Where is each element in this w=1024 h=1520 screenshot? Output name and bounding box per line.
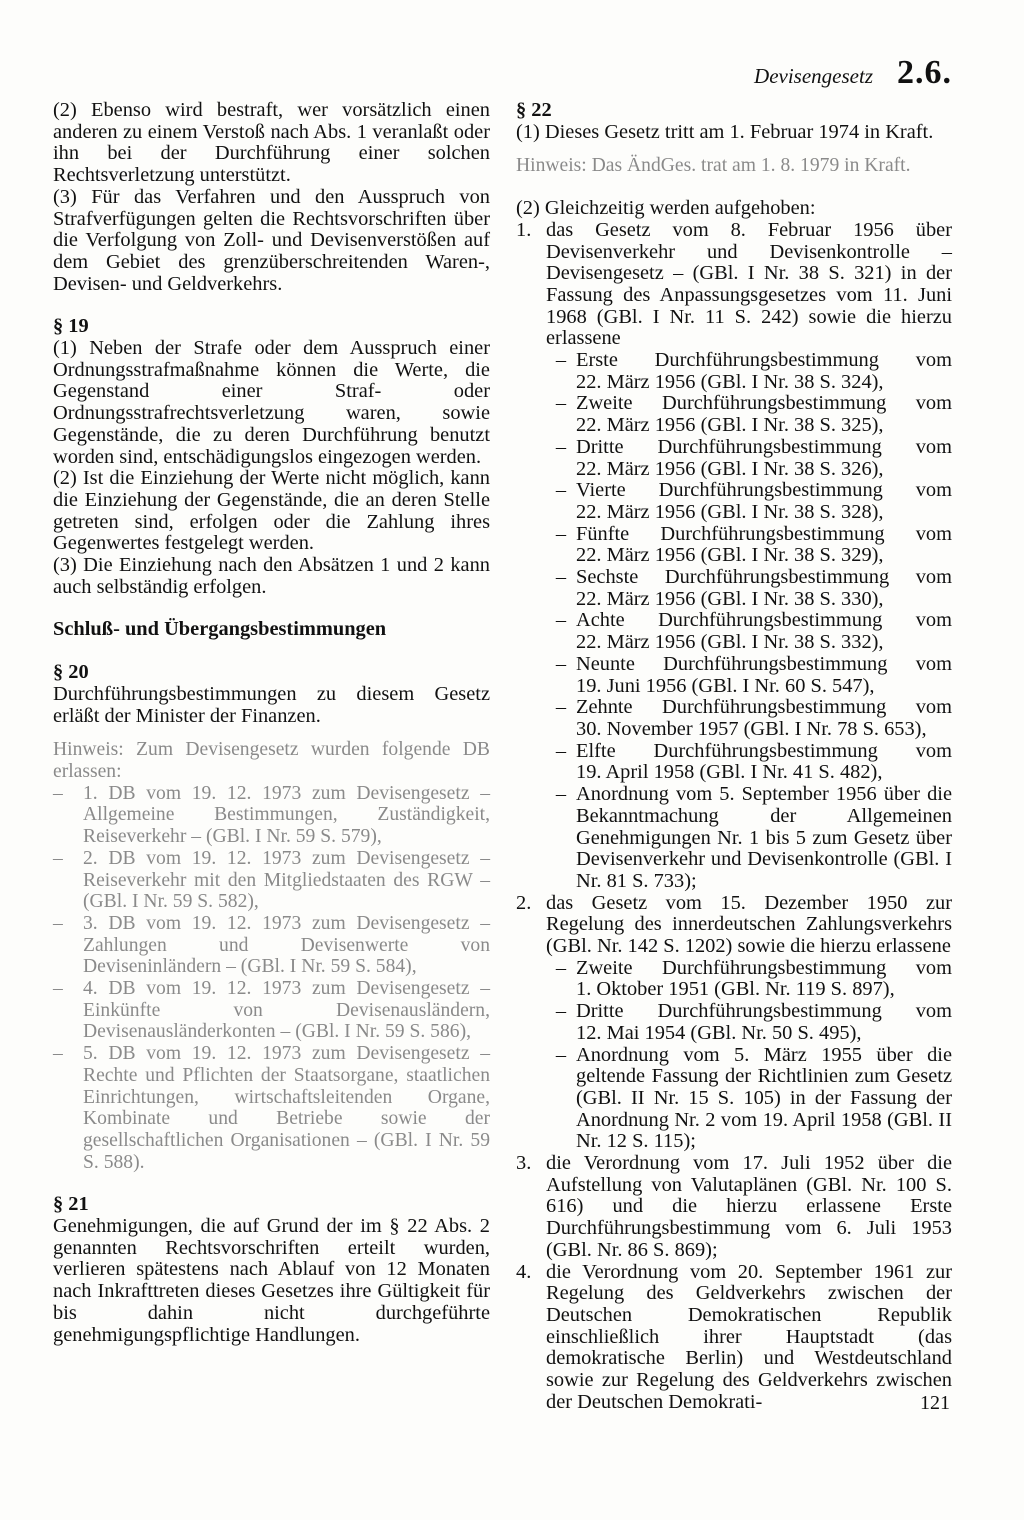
paragraph-20: Durchführungsbestimmungen zu diesem Gesetz erläßt der Minister der Finanzen.	[53, 682, 490, 727]
db-note-item: – 3. DB vom 19. 12. 1973 zum Devisengesetz – Zahlungen und Devisenwerte von Deviseninländern – (GBl. I Nr. 59 S. 584),	[53, 912, 490, 978]
db-sub-item: – Neunte Durchführungsbestimmung vom 19. Juni 1956 (GBl. I Nr. 60 S. 547),	[555, 652, 952, 697]
db-sub-item: – Zweite Durchführungsbestimmung vom 22. März 1956 (GBl. I Nr. 38 S. 325),	[555, 392, 952, 437]
db-note-intro: Hinweis: Zum Devisengesetz wurden folgende DB erlassen:	[53, 739, 490, 782]
running-header	[754, 54, 952, 92]
chapter-heading: Schluß- und Übergangsbestimmungen	[53, 618, 387, 641]
right-column	[516, 100, 952, 1413]
db-sub-item: – Vierte Durchführungsbestimmung vom 22. März 1956 (GBl. I Nr. 38 S. 328),	[555, 479, 952, 523]
page-number: 121	[920, 1392, 950, 1414]
section-21-heading: § 21	[53, 1193, 89, 1216]
db-sub-item: – Elfte Durchführungsbestimmung vom 19. April 1958 (GBl. I Nr. 41 S. 482),	[555, 739, 952, 784]
amendment-note: Hinweis: Das ÄndGes. trat am 1. 8. 1979 in Kraft.	[516, 155, 911, 177]
db-sub-item: – Dritte Durchführungsbestimmung vom 12. Mai 1954 (GBl. Nr. 50 S. 495),	[555, 1000, 952, 1044]
sub-item: – Anordnung vom 5. März 1955 über die geltende Fassung der Richtlinien zum Gesetz (GBl. II Nr. 15 S. 105) in der Fassung der Anordnung Nr. 2 vom 19. April 1958 (GBl. II Nr. 12 S. 115);	[555, 1043, 952, 1153]
paragraph-18-2: (2) Ebenso wird bestraft, wer vorsätzlich einen anderen zu einem Verstoß nach Abs. 1 veranlaßt oder ihn bei der Durchführung einer solchen Rechtsverletzung unterstützt.	[53, 99, 490, 187]
paragraph-21: Genehmigungen, die auf Grund der im § 22 Abs. 2 genannten Rechtsvorschriften erteilt wurden, verlieren spätestens nach Ablauf von 12 Monaten nach Inkrafttreten dieses Gesetzes ihre Gültigkeit für bis dahin nicht durchgeführte genehmigungspflichtige Handlungen.	[53, 1215, 490, 1346]
db-sub-item: – Sechste Durchführungsbestimmung vom 22. März 1956 (GBl. I Nr. 38 S. 330),	[555, 566, 952, 610]
db-note-item: – 4. DB vom 19. 12. 1973 zum Devisengesetz – Einkünfte von Devisenausländern, Devisenausländerkonten – (GBl. I Nr. 59 S. 586),	[53, 978, 490, 1043]
db-sub-item: – Zehnte Durchführungsbestimmung vom 30. November 1957 (GBl. I Nr. 78 S. 653),	[555, 696, 952, 740]
paragraph-19-3: (3) Die Einziehung nach den Absätzen 1 und 2 kann auch selbständig erfolgen.	[53, 554, 490, 598]
header-title: Devisengesetz	[754, 64, 873, 88]
list-item: 3. die Verordnung vom 17. Juli 1952 über die Aufstellung von Valutaplänen (GBl. Nr. 100 S. 616) und die hierzu erlassene Erste Durchführungsbestimmung vom 6. Juli 1953 (GBl. Nr. 86 S. 869);	[516, 1152, 952, 1261]
db-sublist	[546, 350, 952, 784]
list-item: 2. das Gesetz vom 15. Dezember 1950 zur Regelung des innerdeutschen Zahlungsverkehrs (GBl. Nr. 142 S. 1202) sowie die hierzu erlassene – Zweite Durchführungsbestimmung vom 1. Oktober 1951 (GBl. Nr. 119 S. 897), – Dritte Durchführungsbestimmung vom 12. Mai 1954 (GBl. Nr. 50 S. 495), – Anordnung vom 5. März 1955 über die geltende Fassung der Richtlinien zum Gesetz (GBl. II Nr. 15 S. 105) in der Fassung der Anordnung Nr. 2 vom 19. April 1958 (GBl. II Nr. 12 S. 115);	[516, 891, 952, 1153]
db-sub-item: – Fünfte Durchführungsbestimmung vom 22. März 1956 (GBl. I Nr. 38 S. 329),	[555, 522, 952, 567]
db-sublist	[546, 958, 952, 1045]
section-20-heading: § 20	[53, 661, 89, 684]
db-note-item: – 5. DB vom 19. 12. 1973 zum Devisengesetz – Rechte und Pflichten der Staatsorgane, staatlichen Einrichtungen, wirtschaftsleitenden Organe, Kombinate und Betriebe sowie der gesellschaftlichen Organisationen – (GBl. I Nr. 59 S. 588).	[53, 1043, 490, 1173]
paragraph-19-1: (1) Neben der Strafe oder dem Ausspruch einer Ordnungsstrafmaßnahme können die Werte, die Gegenstand einer Straf- oder Ordnungsstrafrechtsverletzung waren, sowie Gegenstände, die zu deren Durchführung benutzt worden sind, entschädigungslos eingezogen werden.	[53, 337, 490, 468]
db-note-item: – 2. DB vom 19. 12. 1973 zum Devisengesetz – Reiseverkehr mit den Mitgliedstaaten des RGW – (GBl. I Nr. 59 S. 582),	[53, 847, 490, 913]
sub-item: – Anordnung vom 5. September 1956 über die Bekanntmachung der Allgemeinen Genehmigungen Nr. 1 bis 5 zum Gesetz über Devisenverkehr und Devisenkontrolle (GBl. I Nr. 81 S. 733);	[555, 783, 952, 892]
repealed-list	[516, 220, 952, 1414]
paragraph-22-1: (1) Dieses Gesetz tritt am 1. Februar 1974 in Kraft.	[516, 120, 934, 143]
paragraph-19-2: (2) Ist die Einziehung der Werte nicht möglich, kann die Einziehung der Gegenstände, die an deren Stelle getreten sind, erfolgen oder die Zahlung ihres Gegenwertes festgelegt werden.	[53, 467, 490, 555]
left-column	[53, 100, 490, 1346]
section-22-heading: § 22	[516, 99, 552, 121]
db-sub-item: – Zweite Durchführungsbestimmung vom 1. Oktober 1951 (GBl. Nr. 119 S. 897),	[555, 956, 952, 1001]
db-sub-item: – Achte Durchführungsbestimmung vom 22. März 1956 (GBl. I Nr. 38 S. 332),	[555, 609, 952, 654]
section-19-heading: § 19	[53, 315, 89, 338]
db-sub-item: – Erste Durchführungsbestimmung vom 22. März 1956 (GBl. I Nr. 38 S. 324),	[555, 349, 952, 393]
db-sub-item: – Dritte Durchführungsbestimmung vom 22. März 1956 (GBl. I Nr. 38 S. 326),	[555, 435, 952, 480]
db-note	[53, 739, 490, 1173]
section-number: 2.6.	[897, 54, 952, 91]
list-item: 1. das Gesetz vom 8. Februar 1956 über Devisenverkehr und Devisenkontrolle – Devisengesetz – (GBl. I Nr. 38 S. 321) in der Fassung des Anpassungsgesetzes vom 11. Juni 1968 (GBl. I Nr. 11 S. 242) sowie die hierzu erlassene – Erste Durchführungsbestimmung vom 22. März 1956 (GBl. I Nr. 38 S. 324), – Zweite Durchführungsbestimmung vom 22. März 1956 (GBl. I Nr. 38 S. 325), – Dritte Durchführungsbestimmung vom 22. März 1956 (GBl. I Nr. 38 S. 326), – Vierte Durchführungsbestimmung vom 22. März 1956 (GBl. I Nr. 38 S. 328), – Fünfte Durchführungsbestimmung vom 22. März 1956 (GBl. I Nr. 38 S. 329), – Sechste Durchführungsbestimmung vom 22. März 1956 (GBl. I Nr. 38 S. 330), – Achte Durchführungsbestimmung vom 22. März 1956 (GBl. I Nr. 38 S. 332), – Neunte Durchführungsbestimmung vom 19. Juni 1956 (GBl. I Nr. 60 S. 547), – Zehnte Durchführungsbestimmung vom 30. November 1957 (GBl. I Nr. 78 S. 653), – Elfte Durchführungsbestimmung vom 19. April 1958 (GBl. I Nr. 41 S. 482), – Anordnung vom 5. September 1956 über die Bekanntmachung der Allgemeinen Genehmigungen Nr. 1 bis 5 zum Gesetz über Devisenverkehr und Devisenkontrolle (GBl. I Nr. 81 S. 733);	[516, 218, 952, 892]
paragraph-18-3: (3) Für das Verfahren und den Ausspruch von Strafverfügungen gelten die Rechtsvorschriften über die Verfolgung von Zoll- und Devisenverstößen auf dem Gebiet des grenzüberschreitenden Waren-, Devisen- und Geldverkehrs.	[53, 185, 490, 295]
db-note-item: – 1. DB vom 19. 12. 1973 zum Devisengesetz – Allgemeine Bestimmungen, Zuständigkeit, Reiseverkehr – (GBl. I Nr. 59 S. 579),	[53, 782, 490, 848]
list-item: 4. die Verordnung vom 20. September 1961 zur Regelung des Geldverkehrs zwischen der Deutschen Demokratischen Republik einschließlich ihrer Hauptstadt (das demokratische Berlin) und Westdeutschland sowie zur Regelung des Geldverkehrs zwischen der Deutschen Demokrati-	[516, 1260, 952, 1413]
paragraph-22-2: (2) Gleichzeitig werden aufgehoben:	[516, 197, 816, 220]
